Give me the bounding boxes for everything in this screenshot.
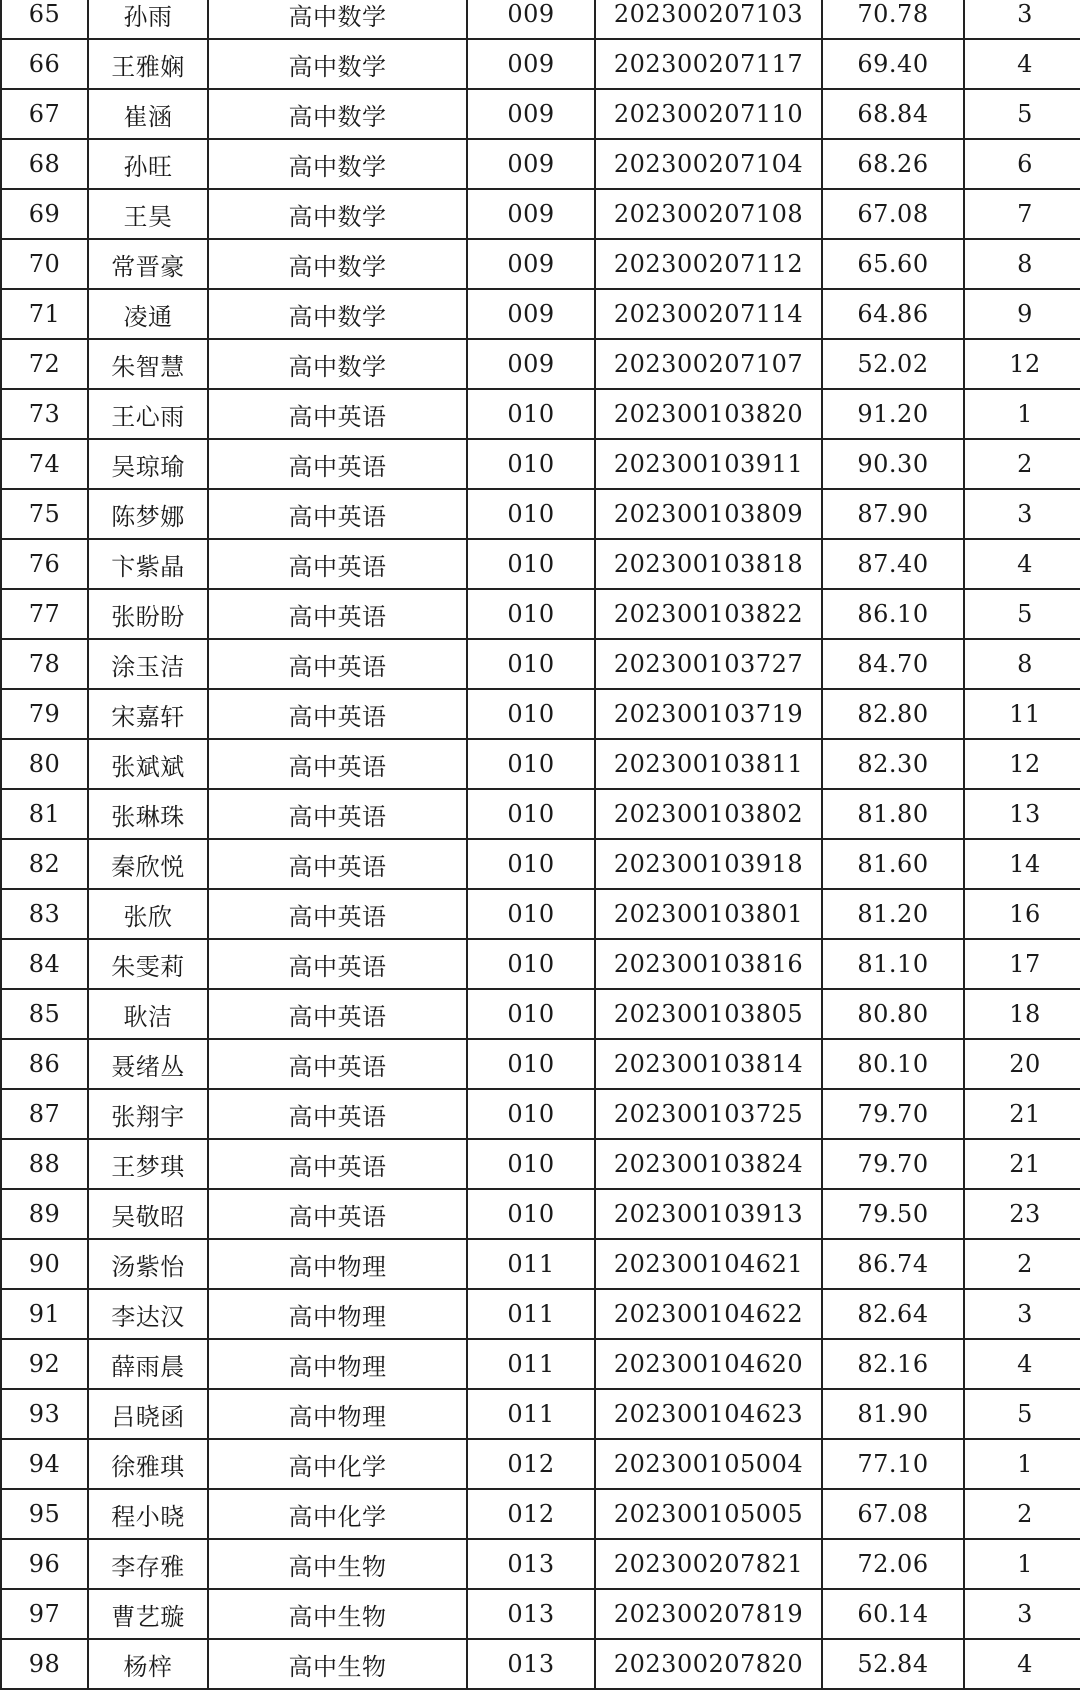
serial-number-cell: 76: [1, 539, 88, 589]
rank-cell: 5: [964, 589, 1080, 639]
serial-number-cell: 68: [1, 139, 88, 189]
exam-ticket-number-cell: 202300103719: [595, 689, 822, 739]
position-code-cell: 010: [467, 1189, 595, 1239]
rank-cell: 4: [964, 539, 1080, 589]
subject-cell: 高中英语: [208, 389, 467, 439]
table-row: [1, 639, 1080, 689]
table-row: [1, 1039, 1080, 1089]
table-row: [1, 439, 1080, 489]
candidate-name-cell: 崔涵: [88, 89, 208, 139]
candidate-name-cell: 孙雨: [88, 0, 208, 39]
rank-cell: 4: [964, 1339, 1080, 1389]
rank-cell: 11: [964, 689, 1080, 739]
score-cell: 80.10: [822, 1039, 964, 1089]
position-code-cell: 010: [467, 689, 595, 739]
position-code-cell: 010: [467, 839, 595, 889]
rank-cell: 23: [964, 1189, 1080, 1239]
rank-cell: 3: [964, 1289, 1080, 1339]
table-row: [1, 0, 1080, 39]
candidate-name-cell: 陈梦娜: [88, 489, 208, 539]
serial-number-cell: 81: [1, 789, 88, 839]
table-row: [1, 239, 1080, 289]
subject-cell: 高中生物: [208, 1639, 467, 1689]
subject-cell: 高中物理: [208, 1339, 467, 1389]
exam-ticket-number-cell: 202300207103: [595, 0, 822, 39]
subject-cell: 高中英语: [208, 1089, 467, 1139]
serial-number-cell: 92: [1, 1339, 88, 1389]
candidate-name-cell: 汤紫怡: [88, 1239, 208, 1289]
table-row: [1, 389, 1080, 439]
table-row: [1, 1389, 1080, 1439]
exam-ticket-number-cell: 202300207107: [595, 339, 822, 389]
rank-cell: 14: [964, 839, 1080, 889]
position-code-cell: 010: [467, 1039, 595, 1089]
score-cell: 65.60: [822, 239, 964, 289]
exam-ticket-number-cell: 202300103811: [595, 739, 822, 789]
position-code-cell: 010: [467, 539, 595, 589]
score-cell: 87.90: [822, 489, 964, 539]
score-cell: 82.16: [822, 1339, 964, 1389]
score-cell: 77.10: [822, 1439, 964, 1489]
serial-number-cell: 70: [1, 239, 88, 289]
candidate-name-cell: 耿洁: [88, 989, 208, 1039]
exam-ticket-number-cell: 202300104621: [595, 1239, 822, 1289]
serial-number-cell: 89: [1, 1189, 88, 1239]
score-cell: 52.02: [822, 339, 964, 389]
serial-number-cell: 69: [1, 189, 88, 239]
score-cell: 68.26: [822, 139, 964, 189]
table-row: [1, 889, 1080, 939]
position-code-cell: 010: [467, 1139, 595, 1189]
position-code-cell: 010: [467, 489, 595, 539]
candidate-name-cell: 朱智慧: [88, 339, 208, 389]
table-row: [1, 289, 1080, 339]
rank-cell: 4: [964, 39, 1080, 89]
position-code-cell: 013: [467, 1639, 595, 1689]
subject-cell: 高中数学: [208, 239, 467, 289]
exam-ticket-number-cell: 202300103816: [595, 939, 822, 989]
table-row: [1, 189, 1080, 239]
table-row: [1, 1189, 1080, 1239]
position-code-cell: 011: [467, 1239, 595, 1289]
candidate-name-cell: 卞紫晶: [88, 539, 208, 589]
position-code-cell: 009: [467, 139, 595, 189]
score-cell: 79.70: [822, 1089, 964, 1139]
table-row: [1, 489, 1080, 539]
subject-cell: 高中化学: [208, 1489, 467, 1539]
position-code-cell: 012: [467, 1439, 595, 1489]
exam-ticket-number-cell: 202300207821: [595, 1539, 822, 1589]
table-row: [1, 339, 1080, 389]
score-cell: 81.20: [822, 889, 964, 939]
candidate-name-cell: 王昊: [88, 189, 208, 239]
exam-ticket-number-cell: 202300105005: [595, 1489, 822, 1539]
position-code-cell: 009: [467, 39, 595, 89]
position-code-cell: 010: [467, 589, 595, 639]
table-row: [1, 39, 1080, 89]
serial-number-cell: 97: [1, 1589, 88, 1639]
exam-ticket-number-cell: 202300207117: [595, 39, 822, 89]
subject-cell: 高中英语: [208, 1189, 467, 1239]
rank-cell: 2: [964, 1239, 1080, 1289]
candidate-name-cell: 张翔宇: [88, 1089, 208, 1139]
table-row: [1, 789, 1080, 839]
subject-cell: 高中英语: [208, 939, 467, 989]
position-code-cell: 010: [467, 939, 595, 989]
serial-number-cell: 67: [1, 89, 88, 139]
exam-ticket-number-cell: 202300103824: [595, 1139, 822, 1189]
subject-cell: 高中英语: [208, 789, 467, 839]
serial-number-cell: 90: [1, 1239, 88, 1289]
position-code-cell: 010: [467, 739, 595, 789]
table-row: [1, 1339, 1080, 1389]
candidate-name-cell: 杨梓: [88, 1639, 208, 1689]
serial-number-cell: 88: [1, 1139, 88, 1189]
position-code-cell: 010: [467, 639, 595, 689]
subject-cell: 高中英语: [208, 439, 467, 489]
table-row: [1, 1539, 1080, 1589]
rank-cell: 17: [964, 939, 1080, 989]
serial-number-cell: 65: [1, 0, 88, 39]
exam-ticket-number-cell: 202300207110: [595, 89, 822, 139]
score-cell: 79.50: [822, 1189, 964, 1239]
candidate-name-cell: 张斌斌: [88, 739, 208, 789]
subject-cell: 高中数学: [208, 189, 467, 239]
rank-cell: 9: [964, 289, 1080, 339]
table-row: [1, 1489, 1080, 1539]
rank-cell: 18: [964, 989, 1080, 1039]
rank-cell: 13: [964, 789, 1080, 839]
candidate-name-cell: 张盼盼: [88, 589, 208, 639]
serial-number-cell: 94: [1, 1439, 88, 1489]
candidate-name-cell: 常晋豪: [88, 239, 208, 289]
candidate-name-cell: 李达汉: [88, 1289, 208, 1339]
position-code-cell: 010: [467, 439, 595, 489]
position-code-cell: 009: [467, 289, 595, 339]
score-cell: 67.08: [822, 1489, 964, 1539]
serial-number-cell: 77: [1, 589, 88, 639]
rank-cell: 1: [964, 1539, 1080, 1589]
subject-cell: 高中英语: [208, 589, 467, 639]
candidate-name-cell: 张欣: [88, 889, 208, 939]
exam-ticket-number-cell: 202300103727: [595, 639, 822, 689]
exam-ticket-number-cell: 202300207820: [595, 1639, 822, 1689]
subject-cell: 高中生物: [208, 1539, 467, 1589]
position-code-cell: 009: [467, 339, 595, 389]
serial-number-cell: 66: [1, 39, 88, 89]
subject-cell: 高中英语: [208, 1139, 467, 1189]
score-cell: 82.30: [822, 739, 964, 789]
candidate-name-cell: 程小晓: [88, 1489, 208, 1539]
position-code-cell: 009: [467, 89, 595, 139]
score-cell: 82.80: [822, 689, 964, 739]
rank-cell: 12: [964, 339, 1080, 389]
exam-ticket-number-cell: 202300103818: [595, 539, 822, 589]
score-cell: 60.14: [822, 1589, 964, 1639]
subject-cell: 高中化学: [208, 1439, 467, 1489]
rank-cell: 2: [964, 1489, 1080, 1539]
exam-ticket-number-cell: 202300103809: [595, 489, 822, 539]
exam-ticket-number-cell: 202300105004: [595, 1439, 822, 1489]
rank-cell: 4: [964, 1639, 1080, 1689]
table-row: [1, 939, 1080, 989]
position-code-cell: 011: [467, 1389, 595, 1439]
serial-number-cell: 80: [1, 739, 88, 789]
rank-cell: 1: [964, 389, 1080, 439]
subject-cell: 高中英语: [208, 1039, 467, 1089]
subject-cell: 高中英语: [208, 989, 467, 1039]
table-row: [1, 89, 1080, 139]
candidate-name-cell: 秦欣悦: [88, 839, 208, 889]
serial-number-cell: 73: [1, 389, 88, 439]
exam-ticket-number-cell: 202300207104: [595, 139, 822, 189]
exam-ticket-number-cell: 202300104622: [595, 1289, 822, 1339]
rank-cell: 21: [964, 1139, 1080, 1189]
table-row: [1, 1289, 1080, 1339]
score-cell: 68.84: [822, 89, 964, 139]
serial-number-cell: 74: [1, 439, 88, 489]
candidate-name-cell: 曹艺璇: [88, 1589, 208, 1639]
serial-number-cell: 95: [1, 1489, 88, 1539]
subject-cell: 高中生物: [208, 1589, 467, 1639]
rank-cell: 5: [964, 1389, 1080, 1439]
score-cell: 81.80: [822, 789, 964, 839]
candidate-name-cell: 薛雨晨: [88, 1339, 208, 1389]
score-cell: 67.08: [822, 189, 964, 239]
subject-cell: 高中英语: [208, 489, 467, 539]
exam-ticket-number-cell: 202300103801: [595, 889, 822, 939]
score-cell: 82.64: [822, 1289, 964, 1339]
rank-cell: 6: [964, 139, 1080, 189]
serial-number-cell: 82: [1, 839, 88, 889]
subject-cell: 高中数学: [208, 139, 467, 189]
score-cell: 72.06: [822, 1539, 964, 1589]
subject-cell: 高中物理: [208, 1289, 467, 1339]
table-row: [1, 989, 1080, 1039]
score-cell: 90.30: [822, 439, 964, 489]
serial-number-cell: 84: [1, 939, 88, 989]
position-code-cell: 013: [467, 1589, 595, 1639]
position-code-cell: 009: [467, 239, 595, 289]
score-cell: 64.86: [822, 289, 964, 339]
position-code-cell: 012: [467, 1489, 595, 1539]
subject-cell: 高中数学: [208, 89, 467, 139]
subject-cell: 高中英语: [208, 689, 467, 739]
rank-cell: 12: [964, 739, 1080, 789]
candidate-name-cell: 涂玉洁: [88, 639, 208, 689]
table-row: [1, 1639, 1080, 1689]
serial-number-cell: 71: [1, 289, 88, 339]
subject-cell: 高中数学: [208, 0, 467, 39]
position-code-cell: 013: [467, 1539, 595, 1589]
table-row: [1, 839, 1080, 889]
score-cell: 80.80: [822, 989, 964, 1039]
rank-cell: 16: [964, 889, 1080, 939]
rank-cell: 21: [964, 1089, 1080, 1139]
serial-number-cell: 98: [1, 1639, 88, 1689]
table-row: [1, 1239, 1080, 1289]
rank-cell: 20: [964, 1039, 1080, 1089]
candidate-name-cell: 宋嘉轩: [88, 689, 208, 739]
subject-cell: 高中英语: [208, 839, 467, 889]
candidate-name-cell: 吕晓函: [88, 1389, 208, 1439]
position-code-cell: 010: [467, 889, 595, 939]
serial-number-cell: 72: [1, 339, 88, 389]
subject-cell: 高中数学: [208, 289, 467, 339]
table-row: [1, 1439, 1080, 1489]
position-code-cell: 010: [467, 989, 595, 1039]
serial-number-cell: 86: [1, 1039, 88, 1089]
candidate-name-cell: 张琳珠: [88, 789, 208, 839]
rank-cell: 5: [964, 89, 1080, 139]
score-cell: 81.90: [822, 1389, 964, 1439]
serial-number-cell: 93: [1, 1389, 88, 1439]
rank-cell: 1: [964, 1439, 1080, 1489]
exam-ticket-number-cell: 202300103820: [595, 389, 822, 439]
serial-number-cell: 78: [1, 639, 88, 689]
table-row: [1, 689, 1080, 739]
candidate-name-cell: 聂绪丛: [88, 1039, 208, 1089]
table-row: [1, 539, 1080, 589]
score-cell: 91.20: [822, 389, 964, 439]
position-code-cell: 011: [467, 1339, 595, 1389]
position-code-cell: 010: [467, 389, 595, 439]
exam-ticket-number-cell: 202300103918: [595, 839, 822, 889]
score-cell: 70.78: [822, 0, 964, 39]
candidate-name-cell: 吴琼瑜: [88, 439, 208, 489]
results-table-body: [1, 0, 1080, 1689]
candidate-name-cell: 凌通: [88, 289, 208, 339]
score-cell: 86.74: [822, 1239, 964, 1289]
exam-ticket-number-cell: 202300104620: [595, 1339, 822, 1389]
candidate-name-cell: 吴敬昭: [88, 1189, 208, 1239]
table-row: [1, 1089, 1080, 1139]
candidate-name-cell: 徐雅琪: [88, 1439, 208, 1489]
score-cell: 69.40: [822, 39, 964, 89]
candidate-name-cell: 王心雨: [88, 389, 208, 439]
score-cell: 52.84: [822, 1639, 964, 1689]
table-row: [1, 739, 1080, 789]
subject-cell: 高中物理: [208, 1389, 467, 1439]
exam-ticket-number-cell: 202300207112: [595, 239, 822, 289]
serial-number-cell: 91: [1, 1289, 88, 1339]
table-row: [1, 589, 1080, 639]
subject-cell: 高中英语: [208, 739, 467, 789]
score-cell: 81.10: [822, 939, 964, 989]
position-code-cell: 009: [467, 189, 595, 239]
candidate-name-cell: 王雅娴: [88, 39, 208, 89]
exam-ticket-number-cell: 202300207819: [595, 1589, 822, 1639]
serial-number-cell: 96: [1, 1539, 88, 1589]
score-cell: 84.70: [822, 639, 964, 689]
serial-number-cell: 87: [1, 1089, 88, 1139]
exam-ticket-number-cell: 202300103911: [595, 439, 822, 489]
table-row: [1, 1589, 1080, 1639]
candidate-name-cell: 朱雯莉: [88, 939, 208, 989]
rank-cell: 8: [964, 239, 1080, 289]
serial-number-cell: 79: [1, 689, 88, 739]
rank-cell: 3: [964, 1589, 1080, 1639]
exam-ticket-number-cell: 202300103725: [595, 1089, 822, 1139]
rank-cell: 8: [964, 639, 1080, 689]
exam-ticket-number-cell: 202300103822: [595, 589, 822, 639]
candidate-name-cell: 李存雅: [88, 1539, 208, 1589]
score-cell: 81.60: [822, 839, 964, 889]
exam-ticket-number-cell: 202300103913: [595, 1189, 822, 1239]
subject-cell: 高中英语: [208, 889, 467, 939]
rank-cell: 2: [964, 439, 1080, 489]
rank-cell: 7: [964, 189, 1080, 239]
exam-ticket-number-cell: 202300207108: [595, 189, 822, 239]
score-cell: 87.40: [822, 539, 964, 589]
exam-ticket-number-cell: 202300103805: [595, 989, 822, 1039]
subject-cell: 高中数学: [208, 39, 467, 89]
position-code-cell: 010: [467, 789, 595, 839]
subject-cell: 高中数学: [208, 339, 467, 389]
serial-number-cell: 75: [1, 489, 88, 539]
rank-cell: 3: [964, 0, 1080, 39]
serial-number-cell: 83: [1, 889, 88, 939]
exam-ticket-number-cell: 202300207114: [595, 289, 822, 339]
position-code-cell: 011: [467, 1289, 595, 1339]
table-row: [1, 139, 1080, 189]
table-row: [1, 1139, 1080, 1189]
position-code-cell: 010: [467, 1089, 595, 1139]
subject-cell: 高中物理: [208, 1239, 467, 1289]
subject-cell: 高中英语: [208, 639, 467, 689]
exam-ticket-number-cell: 202300103814: [595, 1039, 822, 1089]
exam-ticket-number-cell: 202300104623: [595, 1389, 822, 1439]
score-cell: 79.70: [822, 1139, 964, 1189]
candidate-name-cell: 孙旺: [88, 139, 208, 189]
score-cell: 86.10: [822, 589, 964, 639]
serial-number-cell: 85: [1, 989, 88, 1039]
candidate-name-cell: 王梦琪: [88, 1139, 208, 1189]
subject-cell: 高中英语: [208, 539, 467, 589]
position-code-cell: 009: [467, 0, 595, 39]
rank-cell: 3: [964, 489, 1080, 539]
exam-ticket-number-cell: 202300103802: [595, 789, 822, 839]
